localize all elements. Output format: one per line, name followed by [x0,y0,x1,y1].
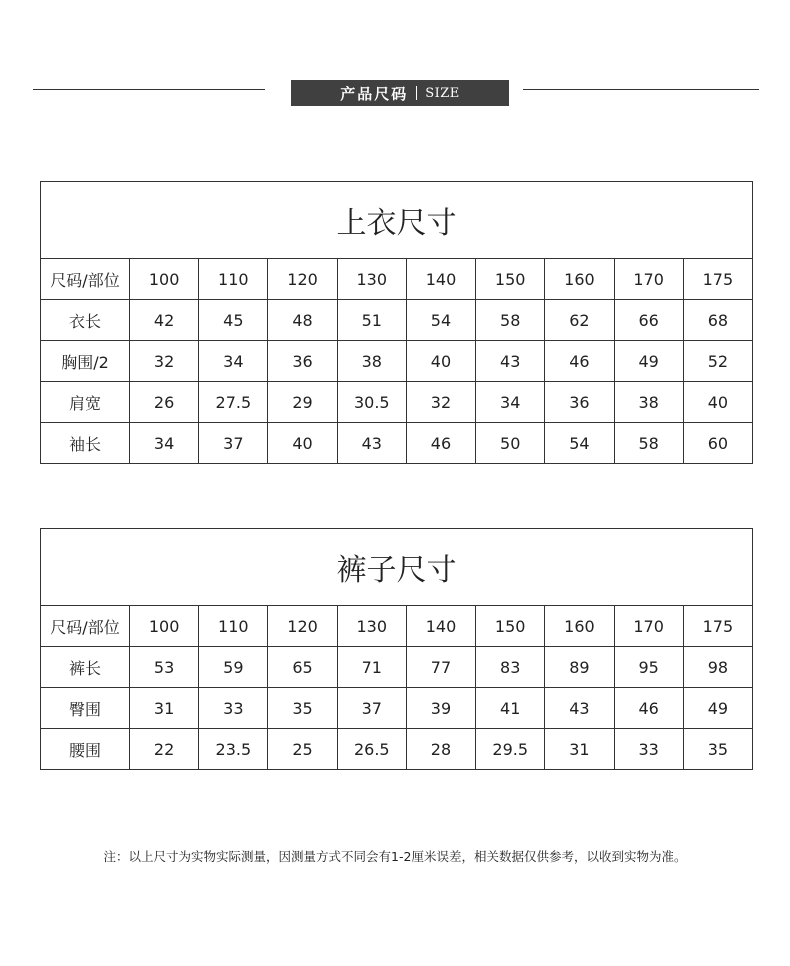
table-cell: 58 [614,423,683,464]
header-cell: 120 [268,259,337,300]
header-cell: 110 [199,259,268,300]
table-cell: 53 [130,647,199,688]
table-cell: 46 [545,341,614,382]
table-cell: 37 [199,423,268,464]
table-cell: 40 [268,423,337,464]
pants-size-table [40,528,753,770]
table-cell: 68 [683,300,752,341]
table-cell: 32 [130,341,199,382]
section-title-separator [416,86,417,100]
table-cell: 95 [614,647,683,688]
header-cell: 130 [337,259,406,300]
table-cell: 43 [545,688,614,729]
table-cell: 98 [683,647,752,688]
header-cell: 100 [130,259,199,300]
table-row [41,647,753,688]
table-row [41,300,753,341]
header-cell: 120 [268,606,337,647]
table-cell: 58 [476,300,545,341]
header-cell: 110 [199,606,268,647]
table-cell: 60 [683,423,752,464]
table-cell: 34 [199,341,268,382]
table-cell: 25 [268,729,337,770]
header-cell: 150 [476,259,545,300]
measurement-footnote: 注：以上尺寸为实物实际测量，因测量方式不同会有1-2厘米误差，相关数据仅供参考，以收到实物为准。 [103,849,687,864]
table-cell: 65 [268,647,337,688]
table-cell: 27.5 [199,382,268,423]
table-cell: 29.5 [476,729,545,770]
top-table-header-row [41,259,753,300]
header-cell: 175 [683,259,752,300]
table-row [41,341,753,382]
row-label: 肩宽 [41,382,130,423]
top-size-table [40,181,753,464]
table-cell: 36 [268,341,337,382]
top-table-title: 上衣尺寸 [41,182,753,259]
table-cell: 26.5 [337,729,406,770]
table-cell: 83 [476,647,545,688]
header-cell: 170 [614,606,683,647]
table-cell: 36 [545,382,614,423]
table-cell: 66 [614,300,683,341]
table-cell: 48 [268,300,337,341]
table-cell: 43 [476,341,545,382]
table-cell: 54 [545,423,614,464]
table-cell: 28 [406,729,475,770]
header-cell: 160 [545,259,614,300]
table-row [41,729,753,770]
header-divider-left [33,89,265,90]
header-cell: 175 [683,606,752,647]
table-cell: 23.5 [199,729,268,770]
row-label: 臀围 [41,688,130,729]
section-header-badge [291,80,509,106]
table-cell: 40 [406,341,475,382]
table-cell: 59 [199,647,268,688]
header-cell: 尺码/部位 [41,259,130,300]
table-cell: 30.5 [337,382,406,423]
table-cell: 38 [614,382,683,423]
table-cell: 34 [130,423,199,464]
table-cell: 46 [614,688,683,729]
table-cell: 33 [199,688,268,729]
table-cell: 31 [130,688,199,729]
table-cell: 35 [268,688,337,729]
row-label: 裤长 [41,647,130,688]
table-cell: 49 [614,341,683,382]
table-cell: 39 [406,688,475,729]
row-label: 胸围/2 [41,341,130,382]
row-label: 衣长 [41,300,130,341]
table-row [41,423,753,464]
table-row [41,382,753,423]
table-cell: 22 [130,729,199,770]
table-cell: 26 [130,382,199,423]
header-cell: 尺码/部位 [41,606,130,647]
table-cell: 32 [406,382,475,423]
table-cell: 89 [545,647,614,688]
table-cell: 77 [406,647,475,688]
table-cell: 43 [337,423,406,464]
table-cell: 31 [545,729,614,770]
table-cell: 46 [406,423,475,464]
table-cell: 71 [337,647,406,688]
table-cell: 54 [406,300,475,341]
table-cell: 40 [683,382,752,423]
pants-table-title: 裤子尺寸 [41,529,753,606]
table-cell: 29 [268,382,337,423]
table-cell: 35 [683,729,752,770]
table-cell: 38 [337,341,406,382]
table-cell: 45 [199,300,268,341]
table-cell: 34 [476,382,545,423]
section-title-en: SIZE [425,85,460,101]
header-cell: 140 [406,259,475,300]
pants-table-header-row [41,606,753,647]
table-cell: 42 [130,300,199,341]
table-row [41,688,753,729]
table-cell: 62 [545,300,614,341]
table-cell: 51 [337,300,406,341]
table-cell: 49 [683,688,752,729]
header-cell: 160 [545,606,614,647]
header-cell: 170 [614,259,683,300]
header-cell: 130 [337,606,406,647]
header-cell: 140 [406,606,475,647]
header-cell: 150 [476,606,545,647]
table-cell: 37 [337,688,406,729]
header-cell: 100 [130,606,199,647]
table-cell: 50 [476,423,545,464]
row-label: 袖长 [41,423,130,464]
table-cell: 33 [614,729,683,770]
row-label: 腰围 [41,729,130,770]
header-divider-right [523,89,759,90]
table-cell: 41 [476,688,545,729]
table-cell: 52 [683,341,752,382]
section-title-zh: 产品尺码 [340,84,409,103]
